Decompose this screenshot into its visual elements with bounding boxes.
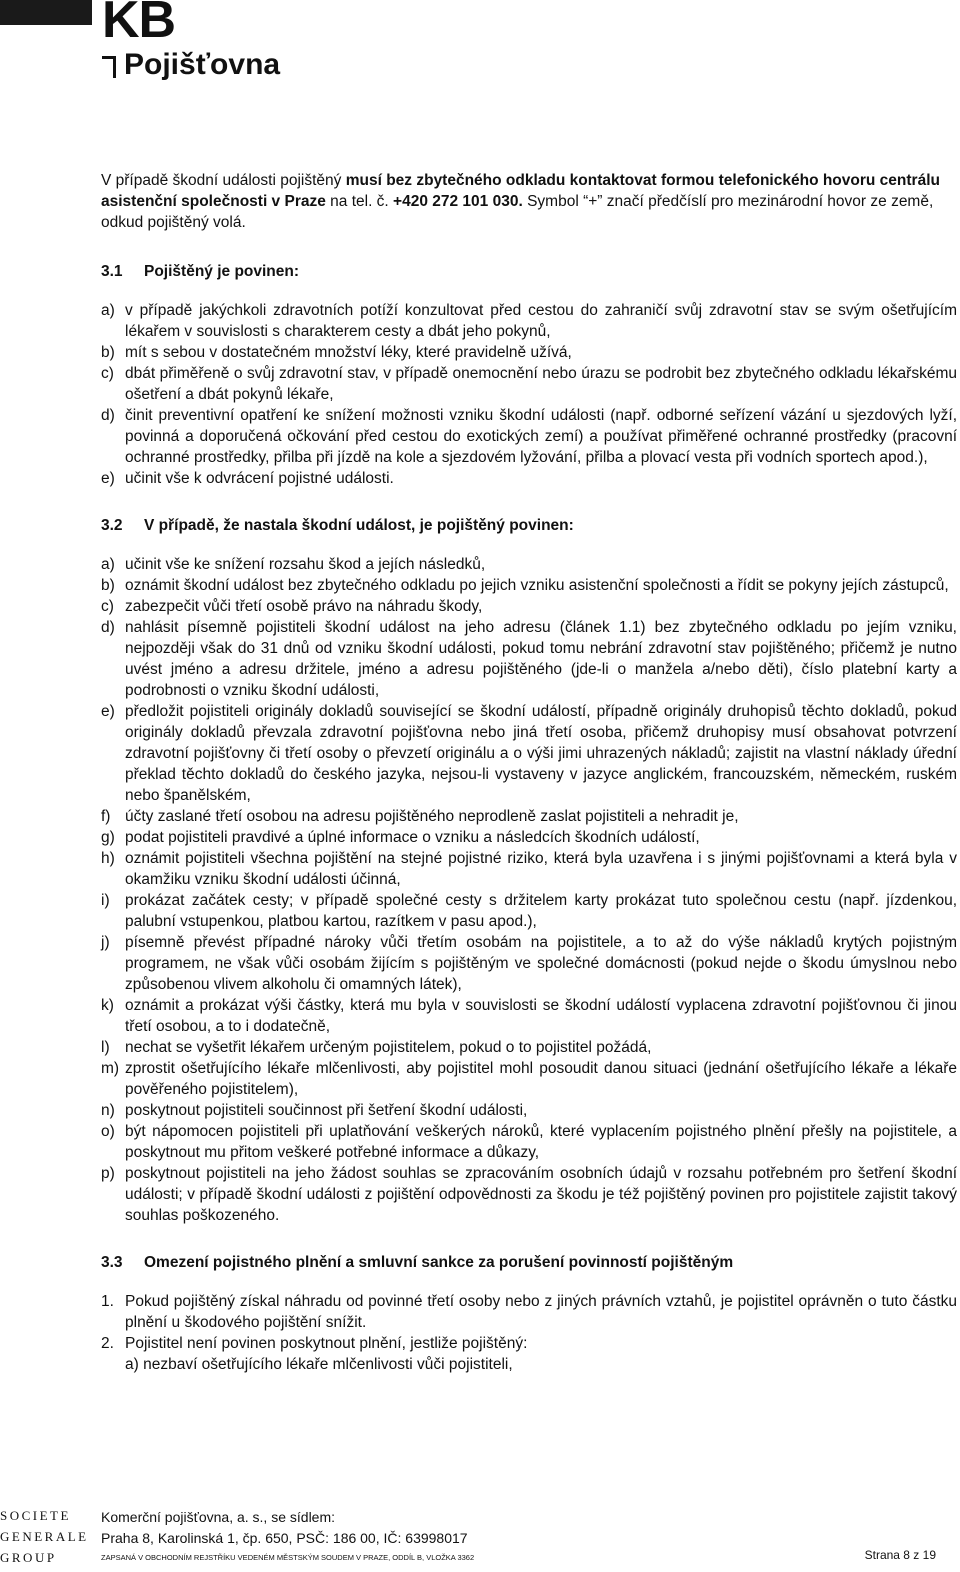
kb-logo-mark xyxy=(0,0,92,52)
list-item: o) být nápomocen pojistiteli při uplatňování veškerých nároků, které vyplacením pojistného plnění přešly na pojistitele, a poskytnout mu přitom veškeré potřebné informace a důkazy, xyxy=(101,1123,957,1161)
kb-logo-subtitle: Pojišťovna xyxy=(124,48,281,81)
list-item: l) nechat se vyšetřit lékařem určeným pojistitelem, pokud o to pojistitel požádá, xyxy=(101,1039,652,1056)
societe-generale-logo: SOCIETE GENERALE GROUP xyxy=(0,1508,89,1565)
list-item: d) činit preventivní opatření ke snížení možnosti vzniku škodní události (např. odborné seřízení vázání u sjezdových lyží, povinná a doporučená očkování před cestou do exotických zemí) a používat přiměřené ochranné prostředky (pracovní ochranné prostředky, přilba při jízdě na kole a sjezdovém lyžování, přilba a plovací vesta při vodních sportech apod.), xyxy=(101,407,957,466)
intro-paragraph: V případě škodní události pojištěný musí bez zbytečného odkladu kontaktovat formou telefonického hovoru centrálu asistenční společnosti v Praze na tel. č. +420 272 101 030. Symbol “+” značí předčíslí pro mezinárodní hovor ze země, odkud pojištěný volá. xyxy=(101,172,940,231)
section-list xyxy=(101,554,957,1226)
list-item: 1. Pokud pojištěný získal náhradu od povinné třetí osoby nebo z jiných právních vztahů, je pojistitel oprávněn o tuto částku plnění u škodového pojištění snížit. xyxy=(101,1293,957,1331)
list-item: k) oznámit a prokázat výši částky, která mu byla v souvislosti se škodní událostí vyplacena zdravotní pojišťovnou či jinou třetí osobou, a to i dodatečně, xyxy=(101,997,957,1035)
list-item: b) oznámit škodní událost bez zbytečného odkladu po jejich vzniku asistenční společnosti a řídit se pokyny jejích zástupců, xyxy=(101,577,949,594)
list-item: n) poskytnout pojistiteli součinnost při šetření škodní události, xyxy=(101,1102,528,1119)
section-list xyxy=(101,1291,957,1375)
list-item: f) účty zaslané třetí osobou na adresu pojištěného neprodleně zaslat pojistiteli a nehradit je, xyxy=(101,808,739,825)
list-item: a) v případě jakýchkoli zdravotních potíží konzultovat před cestou do zahraničí svůj zdravotní stav se svým ošetřujícím lékařem v souvislosti s charakterem cesty a dbát jeho pokynů, xyxy=(101,302,957,340)
list-item: 2. Pojistitel není povinen poskytnout plnění, jestliže pojištěný: xyxy=(101,1335,528,1352)
list-item: a) nezbaví ošetřujícího lékaře mlčenlivosti vůči pojistiteli, xyxy=(125,1356,513,1373)
list-item: c) zabezpečit vůči třetí osobě právo na náhradu škody, xyxy=(101,598,483,615)
section-heading: 3.3 Omezení pojistného plnění a smluvní sankce za porušení povinností pojištěným xyxy=(101,1254,734,1271)
sections xyxy=(101,261,957,1375)
footer-registry: ZAPSANÁ V OBCHODNÍM REJSTŘÍKU VEDENÉM MĚSTSKÝM SOUDEM V PRAZE, ODDÍL B, VLOŽKA 3362 xyxy=(101,1553,475,1562)
list-item: b) mít s sebou v dostatečném množství léky, které pravidelně užívá, xyxy=(101,344,572,361)
list-item: d) nahlásit písemně pojistiteli škodní událost na jeho adresu (článek 1.1) bez zbytečného odkladu po jejím vzniku, nejpozději však do 31 dnů od vzniku škodní události, pokud tomu nebrání zdravotní stav pojištěného; přičemž je nutno uvést jméno a adresu držitele, jméno a adresu pojištěného (jde-li o manžela a/nebo děti), číslo platební karty a podrobnosti o vzniku škodní události, xyxy=(101,619,957,699)
list-item: e) učinit vše k odvrácení pojistné události. xyxy=(101,470,394,487)
list-item: p) poskytnout pojistiteli na jeho žádost souhlas se zpracováním osobních údajů v rozsahu potřebném pro šetření škodní události; v případě škodní události z pojištění odpovědnosti za škodu je též pojištěný povinen pro pojistitele zajistit takový souhlas poškozeného. xyxy=(101,1165,957,1224)
list-item: a) učinit vše ke snížení rozsahu škod a jejích následků, xyxy=(101,556,486,573)
section-heading: 3.2 V případě, že nastala škodní událost, je pojištěný povinen: xyxy=(101,517,574,534)
page-number: Strana 8 z 19 xyxy=(864,1548,936,1562)
list-item: c) dbát přiměřeně o svůj zdravotní stav, v případě onemocnění nebo úrazu se podrobit bez zbytečného odkladu lékařskému ošetření a dbát pokynů lékaře, xyxy=(101,365,957,403)
footer-company: Komerční pojišťovna, a. s., se sídlem: Praha 8, Karolinská 1, čp. 650, PSČ: 186 00, IČ: 63998017 xyxy=(101,1509,468,1546)
kb-logo-text: KB xyxy=(102,0,176,49)
list-item: j) písemně převést případné nároky vůči třetím osobám na pojistitele, a to až do výše nákladů krytých pojistným programem, ne však vůči osobám žijícím s pojištěným ve společné domácnosti (pokud nejde o škodu úmyslnou nebo způsobenou vlivem alkoholu či omamných látek), xyxy=(101,934,957,993)
section-list xyxy=(101,300,957,489)
document-body xyxy=(101,170,957,1375)
list-item: m) zprostit ošetřujícího lékaře mlčenlivosti, aby pojistitel mohl posoudit danou situaci (jednání ošetřujícího lékaře a lékaře pověřeného pojistitelem), xyxy=(101,1060,957,1098)
list-item: g) podat pojistiteli pravdivé a úplné informace o vzniku a následcích škodních událostí, xyxy=(101,829,700,846)
list-item: e) předložit pojistiteli originály dokladů související se škodní událostí, případně originály druhopisů těchto dokladů, pokud originály dokladů převzala zdravotní pojišťovna nebo jiná třetí osoba, přičemž druhopisy musí obsahovat potvrzení zdravotní pojišťovny či třetí osoby o převzetí originálu a o výši jimi uhrazených nákladů; zajistit na vlastní náklady úřední překlad těchto dokladů do českého jazyka, nejsou-li vystaveny v jazyce anglickém, francouzském, německém, ruském nebo španělském, xyxy=(101,703,957,804)
list-item: i) prokázat začátek cesty; v případě společné cesty s držitelem karty prokázat tuto společnou cestu (např. jízdenkou, palubní vstupenkou, platbou kartou, razítkem v pasu apod.), xyxy=(101,892,957,930)
section-heading: 3.1 Pojištěný je povinen: xyxy=(101,263,300,280)
list-item: h) oznámit pojistiteli všechna pojištění na stejné pojistné riziko, která byla uzavřena i s jinými pojišťovnami a která byla v okamžiku vzniku škodní události účinná, xyxy=(101,850,957,888)
